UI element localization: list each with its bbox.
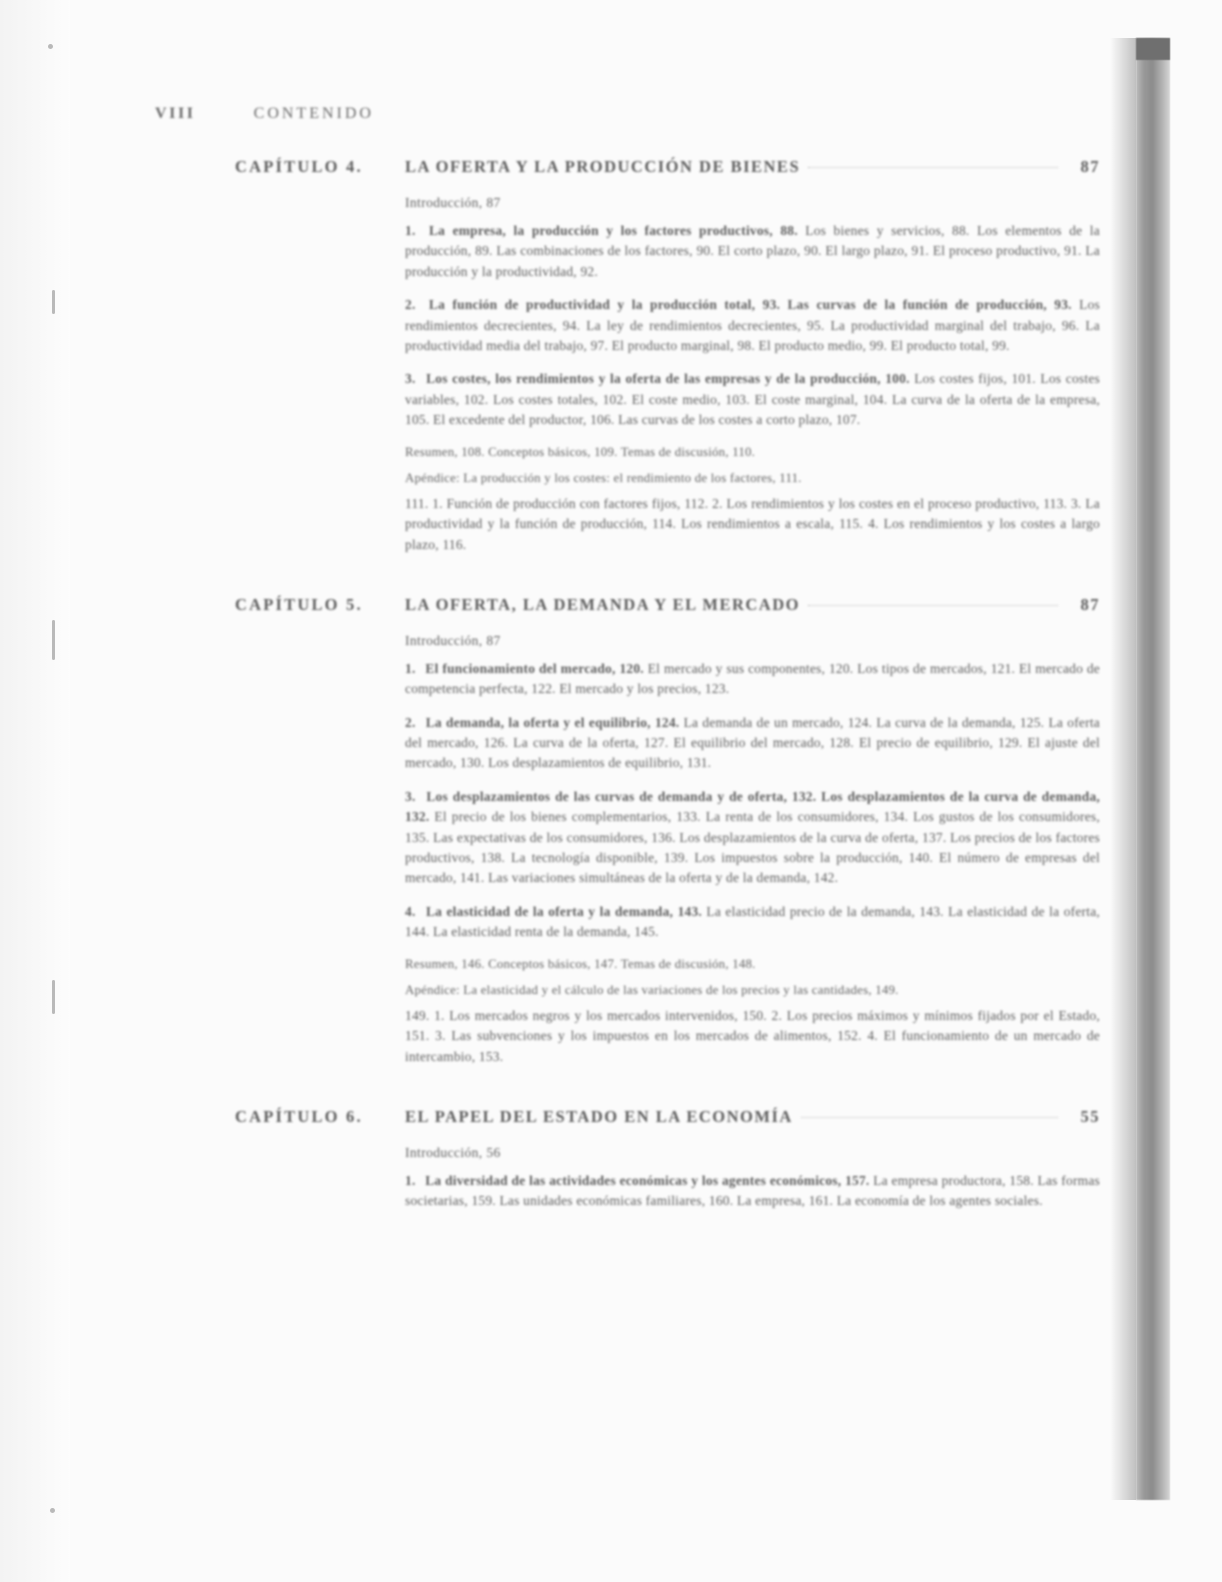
section-number: 2. — [405, 297, 416, 313]
page-gutter-bar-cap — [1136, 38, 1170, 60]
section-title-cont: 124. — [654, 714, 680, 730]
page-folio: VIII — [155, 105, 196, 122]
running-head-title: CONTENIDO — [253, 105, 374, 122]
chapter-intro: Introducción, 87 — [405, 632, 501, 648]
running-head — [155, 105, 1100, 123]
chapter-appendix-details: 111. 1. Función de producción con factores fijos, 112. 2. Los rendimientos y los costes en el proceso productivo, 113. 3. La productividad y la función de producción, 114. Los rendimientos a escala, 115. 4. Los rendimientos y los costes a largo plazo, 116. — [405, 495, 1100, 552]
page-gutter-shadow — [1110, 38, 1136, 1500]
chapter-label: CAPÍTULO 4. — [235, 157, 363, 176]
chapter-contents — [235, 633, 1100, 1067]
toc-section — [405, 659, 1100, 700]
section-title-cont: 120. — [619, 660, 644, 676]
section-title: La demanda, la oferta y el equilibrio, — [425, 714, 651, 730]
section-number: 2. — [405, 714, 416, 730]
chapter-page-number: 87 — [1080, 157, 1100, 176]
section-subentries: El mercado y sus componentes, 120. Los tipos de mercados, 121. El mercado de competencia perfecta, 122. El mercado y los precios, 123. — [405, 660, 1101, 697]
section-title: Los desplazamientos de las curvas de demanda y de oferta, 132. — [426, 788, 817, 804]
section-number: 1. — [405, 660, 416, 676]
section-number: 3. — [405, 371, 416, 387]
section-title: La empresa, la producción y los factores productivos, 88. — [429, 223, 798, 238]
chapter-summary-line: Resumen, 146. Conceptos básicos, 147. Temas de discusión, 148. — [405, 957, 756, 972]
scan-speck — [52, 620, 55, 660]
chapter-title: EL PAPEL DEL ESTADO EN LA ECONOMÍA — [405, 1106, 793, 1126]
section-title: La función de productividad y la producción total, — [428, 297, 756, 313]
chapter-appendix-line: Apéndice: La producción y los costes: el rendimiento de los factores, 111. — [405, 470, 802, 485]
section-title-cont: 157. — [845, 1172, 870, 1188]
chapter-page-number: 55 — [1080, 1106, 1100, 1126]
page-left-edge-shading — [0, 0, 70, 1582]
section-number: 1. — [405, 223, 416, 238]
chapter-contents — [235, 1145, 1100, 1212]
chapter-page-number: 87 — [1080, 594, 1100, 614]
scan-speck — [52, 290, 55, 314]
toc-section — [405, 221, 1100, 282]
chapter-intro: Introducción, 87 — [405, 195, 501, 210]
chapter-appendix-details: 149. 1. Los mercados negros y los mercados intervenidos, 150. 2. Los precios máximos y mínimos fijados por el Estado, 151. 3. Las subvenciones y los impuestos en los mercados de alimentos, 152. 4. El funcionamiento de un mercado de intercambio, 153. — [405, 1007, 1100, 1064]
section-title-cont: Los desplazamientos de la curva de demanda, 132. — [405, 788, 1100, 825]
section-title-cont: 93. Las curvas de la función de producción, 93. — [762, 297, 1072, 313]
section-title: Los costes, los rendimientos y la oferta de las empresas y de la producción, — [426, 371, 881, 387]
toc-section — [405, 369, 1100, 430]
scan-speck — [52, 980, 55, 1014]
section-title: El funcionamiento del mercado, — [425, 660, 616, 676]
chapter-heading-line[interactable] — [235, 595, 1100, 615]
section-subentries: La empresa productora, 158. Las formas societarias, 159. Las unidades económicas familiares, 160. La empresa, 161. La economía de los agentes sociales. — [405, 1172, 1100, 1209]
chapter-heading-line[interactable] — [235, 1107, 1100, 1127]
chapter-title: LA OFERTA Y LA PRODUCCIÓN DE BIENES — [405, 157, 801, 176]
section-subentries: Los bienes y servicios, 88. Los elementos de la producción, 89. Las combinaciones de los factores, 90. El corto plazo, 90. El largo plazo, 91. El proceso productivo, 91. La producción y la productividad, 92. — [405, 223, 1100, 279]
scan-speck — [48, 44, 53, 49]
chapter-label: CAPÍTULO 6. — [235, 1106, 363, 1126]
toc-section — [405, 787, 1100, 889]
section-number: 3. — [405, 788, 416, 804]
section-title-cont: 143. — [677, 903, 702, 919]
chapter-intro: Introducción, 56 — [405, 1144, 501, 1160]
table-of-contents — [155, 105, 1100, 1252]
section-number: 4. — [405, 903, 416, 919]
leader-dots — [808, 605, 1058, 606]
section-subentries: Los rendimientos decrecientes, 94. La ley de rendimientos decrecientes, 95. La productividad marginal del trabajo, 96. La productividad media del trabajo, 97. El producto marginal, 98. El producto medio, 99. El producto total, 99. — [405, 297, 1100, 353]
section-title-cont: 100. — [885, 371, 910, 387]
section-subentries: La demanda de un mercado, 124. La curva de la demanda, 125. La oferta del mercado, 126. La curva de la oferta, 127. El equilibrio del mercado, 128. El precio de equilibrio, 129. El ajuste del mercado, 130. Los desplazamientos de equilibrio, 131. — [405, 714, 1100, 771]
toc-section — [405, 713, 1100, 774]
chapter-summary-line: Resumen, 108. Conceptos básicos, 109. Temas de discusión, 110. — [405, 445, 756, 460]
section-number: 1. — [405, 1172, 416, 1188]
toc-section — [405, 902, 1100, 943]
toc-section — [405, 1171, 1100, 1212]
section-subentries: La elasticidad precio de la demanda, 143. La elasticidad de la oferta, 144. La elasticidad renta de la demanda, 145. — [405, 903, 1101, 939]
leader-dots — [808, 167, 1058, 168]
section-subentries: El precio de los bienes complementarios, 133. La renta de los consumidores, 134. Los gustos de los consumidores, 135. Las expectativas de los consumidores, 136. Los desplazamientos de la curva de oferta, 137. Los precios de los factores productivos, 138. La tecnología disponible, 139. Los impuestos sobre la producción, 140. El número de empresas del mercado, 141. Las variaciones simultáneas de la oferta y de la demanda, 142. — [405, 809, 1100, 886]
section-subentries: Los costes fijos, 101. Los costes variables, 102. Los costes totales, 102. El coste medio, 103. El coste marginal, 104. La curva de la oferta de la empresa, 105. El excedente del productor, 106. Las curvas de los costes a corto plazo, 107. — [405, 371, 1101, 427]
scan-speck — [50, 1508, 55, 1513]
toc-chapter-entry[interactable] — [155, 1107, 1100, 1212]
toc-chapter-entry[interactable] — [155, 157, 1100, 555]
chapter-title: LA OFERTA, LA DEMANDA Y EL MERCADO — [405, 594, 800, 614]
leader-dots — [801, 1117, 1058, 1118]
toc-chapter-entry[interactable] — [155, 595, 1100, 1067]
chapter-appendix-line: Apéndice: La elasticidad y el cálculo de las variaciones de los precios y las cantidades, 149. — [405, 982, 899, 997]
toc-section — [405, 295, 1100, 356]
chapter-heading-line[interactable] — [235, 157, 1100, 177]
section-title: La diversidad de las actividades económicas y los agentes económicos, — [425, 1172, 842, 1188]
chapter-contents — [235, 195, 1100, 555]
section-title: La elasticidad de la oferta y la demanda, — [425, 903, 674, 919]
chapter-label: CAPÍTULO 5. — [235, 594, 363, 614]
page-gutter-bar — [1136, 38, 1170, 1500]
